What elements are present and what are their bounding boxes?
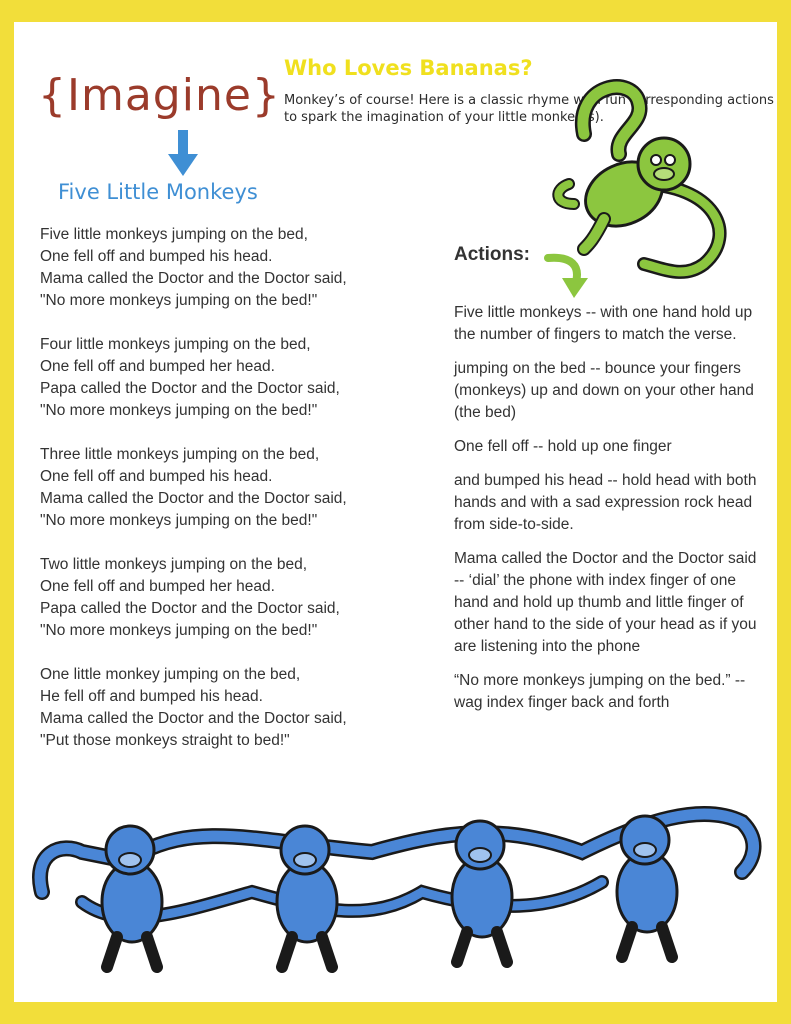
intro-text: Monkey’s of course! Here is a classic rhyme with fun corresponding actions to spark the imagination of your little monkey(s). — [284, 93, 774, 125]
poem-line: One little monkey jumping on the bed, — [40, 666, 301, 683]
poem-stanza — [40, 554, 420, 642]
poem-line: Mama called the Doctor and the Doctor said, — [40, 490, 347, 507]
poem-stanza — [40, 224, 420, 312]
poem-line: Mama called the Doctor and the Doctor said, — [40, 710, 347, 727]
poem-line: Papa called the Doctor and the Doctor said, — [40, 600, 340, 617]
poem-line: Four little monkeys jumping on the bed, — [40, 336, 311, 353]
poem-line: "No more monkeys jumping on the bed!" — [40, 402, 318, 419]
brand-title: {Imagine} — [38, 70, 281, 121]
action-item: Five little monkeys -- with one hand hold up the number of fingers to match the verse. — [454, 304, 753, 343]
poem-line: One fell off and bumped his head. — [40, 468, 273, 485]
poem-line: Papa called the Doctor and the Doctor said, — [40, 380, 340, 397]
poem-stanza — [40, 664, 420, 752]
poem-line: "No more monkeys jumping on the bed!" — [40, 622, 318, 639]
poem-line: "Put those monkeys straight to bed!" — [40, 732, 290, 749]
poem-line: Two little monkeys jumping on the bed, — [40, 556, 308, 573]
poem-line: Three little monkeys jumping on the bed, — [40, 446, 320, 463]
poem-line: He fell off and bumped his head. — [40, 688, 263, 705]
actions-list — [454, 302, 764, 726]
poem-line: "No more monkeys jumping on the bed!" — [40, 292, 318, 309]
poem-line: "No more monkeys jumping on the bed!" — [40, 512, 318, 529]
page — [14, 22, 777, 1002]
action-item: jumping on the bed -- bounce your fingers (monkeys) up and down on your other hand (the bed) — [454, 360, 754, 421]
actions-heading: Actions: — [454, 244, 530, 265]
poem-line: Five little monkeys jumping on the bed, — [40, 226, 308, 243]
headline: Who Loves Bananas? — [284, 56, 533, 80]
blue-monkey-chain-illustration — [22, 782, 772, 982]
arrow-down-icon — [168, 130, 198, 176]
action-item: One fell off -- hold up one finger — [454, 438, 672, 455]
action-item: “No more monkeys jumping on the bed.” -- wag index finger back and forth — [454, 672, 746, 711]
poem-title: Five Little Monkeys — [58, 180, 258, 204]
action-item: and bumped his head -- hold head with both hands and with a sad expression rock head from side-to-side. — [454, 472, 757, 533]
action-item: Mama called the Doctor and the Doctor said -- ‘dial’ the phone with index finger of one hand and hold up thumb and little finger of other hand to the side of your head as if you are listening into the phone — [454, 550, 757, 655]
poem-line: Mama called the Doctor and the Doctor said, — [40, 270, 347, 287]
poem-stanza — [40, 444, 420, 532]
green-monkey-illustration — [544, 64, 734, 284]
curved-arrow-icon — [544, 252, 590, 300]
poem — [40, 224, 420, 774]
poem-line: One fell off and bumped her head. — [40, 358, 275, 375]
poem-line: One fell off and bumped his head. — [40, 248, 273, 265]
poem-line: One fell off and bumped her head. — [40, 578, 275, 595]
poem-stanza — [40, 334, 420, 422]
